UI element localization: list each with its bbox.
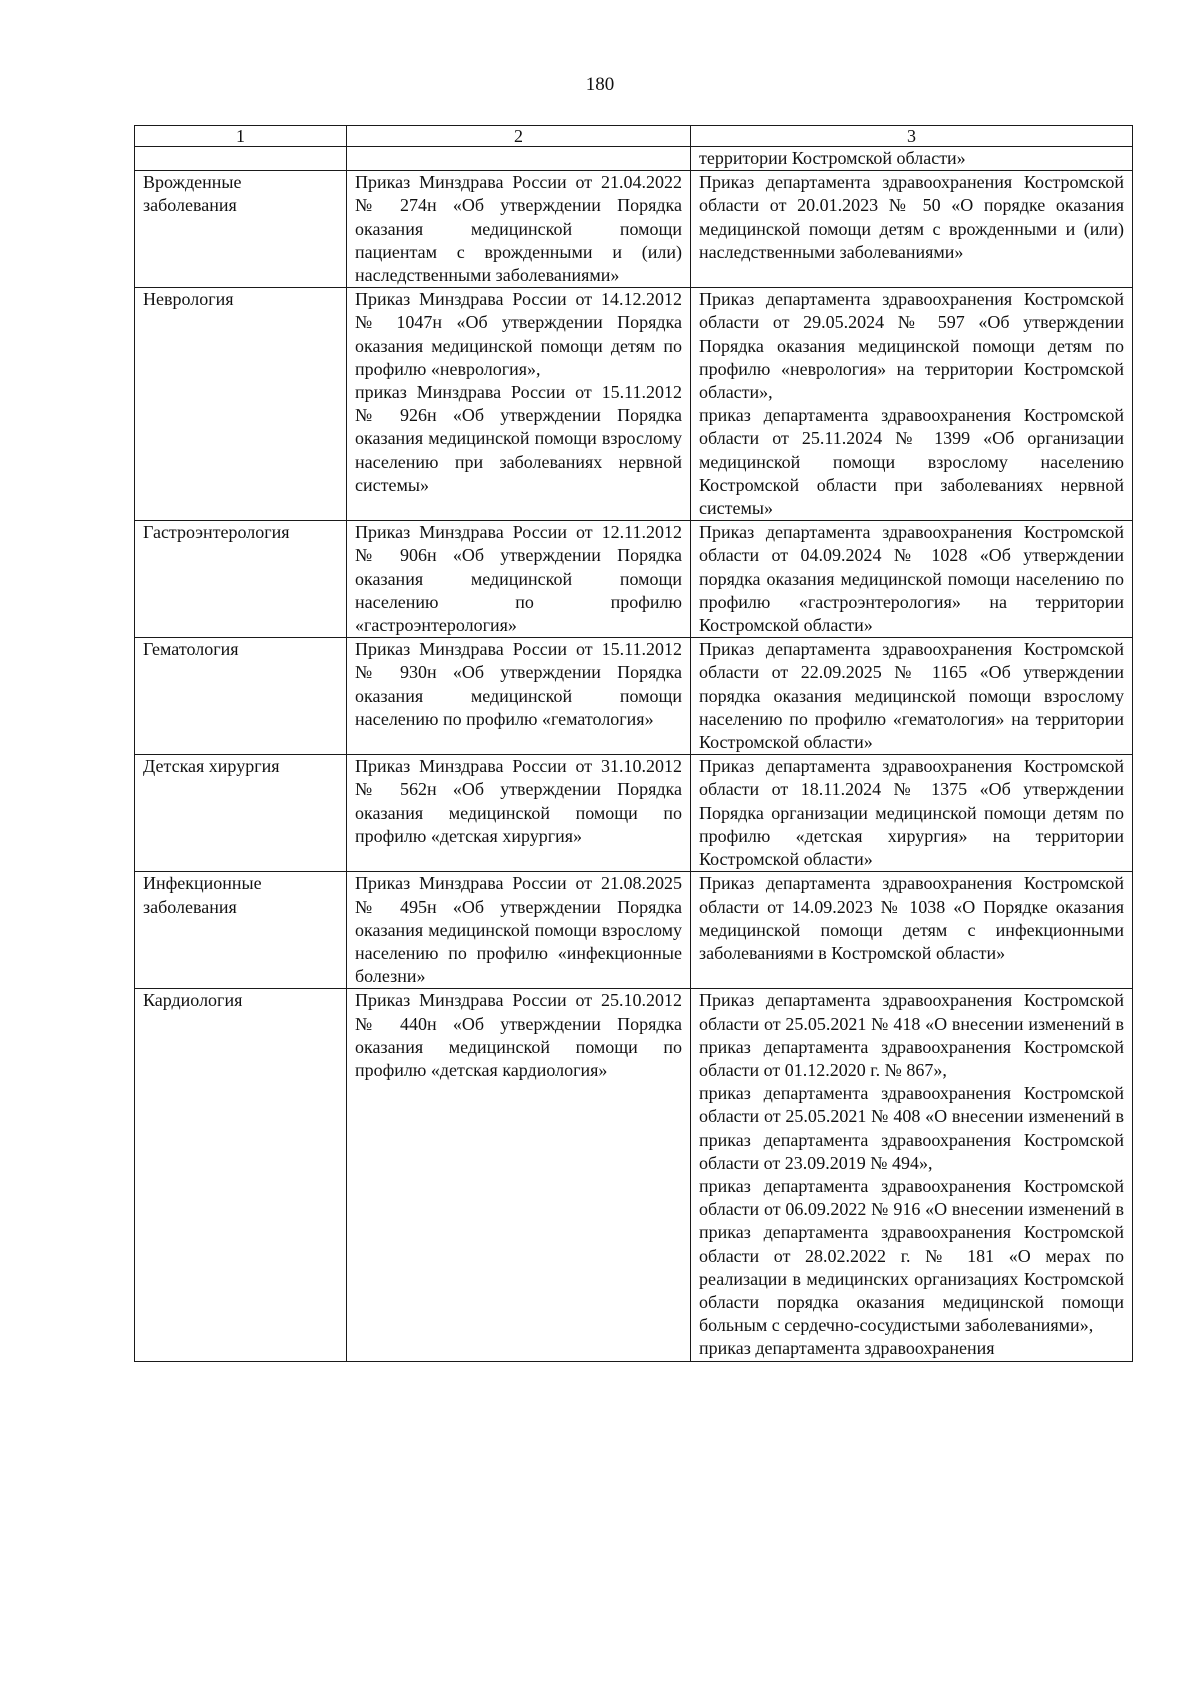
table-row (135, 171, 1133, 288)
order-text: Приказ Минздрава России от 25.10.2012 № 440н «Об утверждении Порядка оказания медицинской помощи по профилю «детская кардиология» (355, 990, 682, 1080)
continuation-row (135, 147, 1133, 171)
federal-orders (347, 755, 691, 872)
order-text: приказ департамента здравоохранения Костромской области от 25.11.2024 № 1399 «Об организации медицинской помощи взрослому населению Костромской области при заболеваниях нервной системы» (699, 405, 1124, 519)
federal-orders (347, 989, 691, 1361)
regional-orders (691, 288, 1133, 521)
profile-name: Гастроэнтерология (135, 521, 347, 638)
orders-table (134, 125, 1133, 1362)
profile-name: Врожденные заболевания (135, 171, 347, 288)
regional-orders (691, 171, 1133, 288)
order-text: приказ департамента здравоохранения (699, 1338, 995, 1359)
continuation-cell-2 (347, 147, 691, 171)
regional-orders (691, 521, 1133, 638)
order-text: Приказ департамента здравоохранения Костромской области от 29.05.2024 № 597 «Об утверждении Порядка оказания медицинской помощи детям по профилю «неврология» на территории Костромской области», (699, 289, 1124, 403)
order-text: Приказ департамента здравоохранения Костромской области от 04.09.2024 № 1028 «Об утверждении порядка оказания медицинской помощи населению по профилю «гастроэнтерология» на территории Костромской области» (699, 522, 1124, 636)
table-header-row (135, 126, 1133, 147)
profile-name: Гематология (135, 638, 347, 755)
column-header-1: 1 (135, 126, 347, 147)
order-text: Приказ департамента здравоохранения Костромской области от 25.05.2021 № 418 «О внесении изменений в приказ департамента здравоохранения Костромской области от 01.12.2020 г. № 867», (699, 990, 1124, 1080)
order-text: Приказ Минздрава России от 21.04.2022 № 274н «Об утверждении Порядка оказания медицинской помощи пациентам с врожденными и (или) наследственными заболеваниями» (355, 172, 682, 286)
page-number: 180 (585, 74, 615, 95)
column-header-2: 2 (347, 126, 691, 147)
federal-orders (347, 171, 691, 288)
table-row (135, 989, 1133, 1361)
table-row (135, 288, 1133, 521)
order-text: Приказ Минздрава России от 14.12.2012 № 1047н «Об утверждении Порядка оказания медицинской помощи детям по профилю «неврология», (355, 289, 682, 379)
regional-orders (691, 989, 1133, 1361)
order-text: приказ департамента здравоохранения Костромской области от 06.09.2022 № 916 «О внесении изменений в приказ департамента здравоохранения Костромской области от 28.02.2022 г. № 181 «О мерах по реализации в медицинских организациях Костромской области порядка оказания медицинской помощи больным с сердечно-сосудистыми заболеваниями», (699, 1175, 1124, 1336)
table-row (135, 638, 1133, 755)
profile-name: Детская хирургия (135, 755, 347, 872)
continuation-cell-1 (135, 147, 347, 171)
table-row (135, 521, 1133, 638)
order-text: приказ департамента здравоохранения Костромской области от 25.05.2021 № 408 «О внесении изменений в приказ департамента здравоохранения Костромской области от 23.09.2019 № 494», (699, 1083, 1124, 1173)
continuation-cell-3: территории Костромской области» (691, 147, 1133, 171)
regional-orders (691, 872, 1133, 989)
order-text: Приказ департамента здравоохранения Костромской области от 18.11.2024 № 1375 «Об утверждении Порядка организации медицинской помощи детям по профилю «детская хирургия» на территории Костромской области» (699, 756, 1124, 870)
order-text: Приказ Минздрава России от 12.11.2012 № 906н «Об утверждении Порядка оказания медицинской помощи населению по профилю «гастроэнтерология» (355, 522, 682, 636)
federal-orders (347, 638, 691, 755)
order-text: Приказ Минздрава России от 31.10.2012 № 562н «Об утверждении Порядка оказания медицинской помощи по профилю «детская хирургия» (355, 756, 682, 846)
regional-orders (691, 638, 1133, 755)
order-text: Приказ департамента здравоохранения Костромской области от 14.09.2023 № 1038 «О Порядке оказания медицинской помощи детям с инфекционными заболеваниями в Костромской области» (699, 873, 1124, 963)
federal-orders (347, 288, 691, 521)
profile-name: Инфекционные заболевания (135, 872, 347, 989)
profile-name: Неврология (135, 288, 347, 521)
order-text: Приказ Минздрава России от 21.08.2025 № 495н «Об утверждении Порядка оказания медицинской помощи взрослому населению по профилю «инфекционные болезни» (355, 873, 682, 987)
profile-name: Кардиология (135, 989, 347, 1361)
column-header-3: 3 (691, 126, 1133, 147)
federal-orders (347, 521, 691, 638)
order-text: Приказ департамента здравоохранения Костромской области от 22.09.2025 № 1165 «Об утверждении порядка оказания медицинской помощи взрослому населению по профилю «гематология» на территории Костромской области» (699, 639, 1124, 753)
table-row (135, 755, 1133, 872)
federal-orders (347, 872, 691, 989)
regional-orders (691, 755, 1133, 872)
table-row (135, 872, 1133, 989)
order-text: Приказ департамента здравоохранения Костромской области от 20.01.2023 № 50 «О порядке оказания медицинской помощи детям с врожденными и (или) наследственными заболеваниями» (699, 172, 1124, 262)
order-text: Приказ Минздрава России от 15.11.2012 № 930н «Об утверждении Порядка оказания медицинской помощи населению по профилю «гематология» (355, 639, 682, 729)
order-text: приказ Минздрава России от 15.11.2012 № 926н «Об утверждении Порядка оказания медицинской помощи взрослому населению при заболеваниях нервной системы» (355, 382, 682, 495)
